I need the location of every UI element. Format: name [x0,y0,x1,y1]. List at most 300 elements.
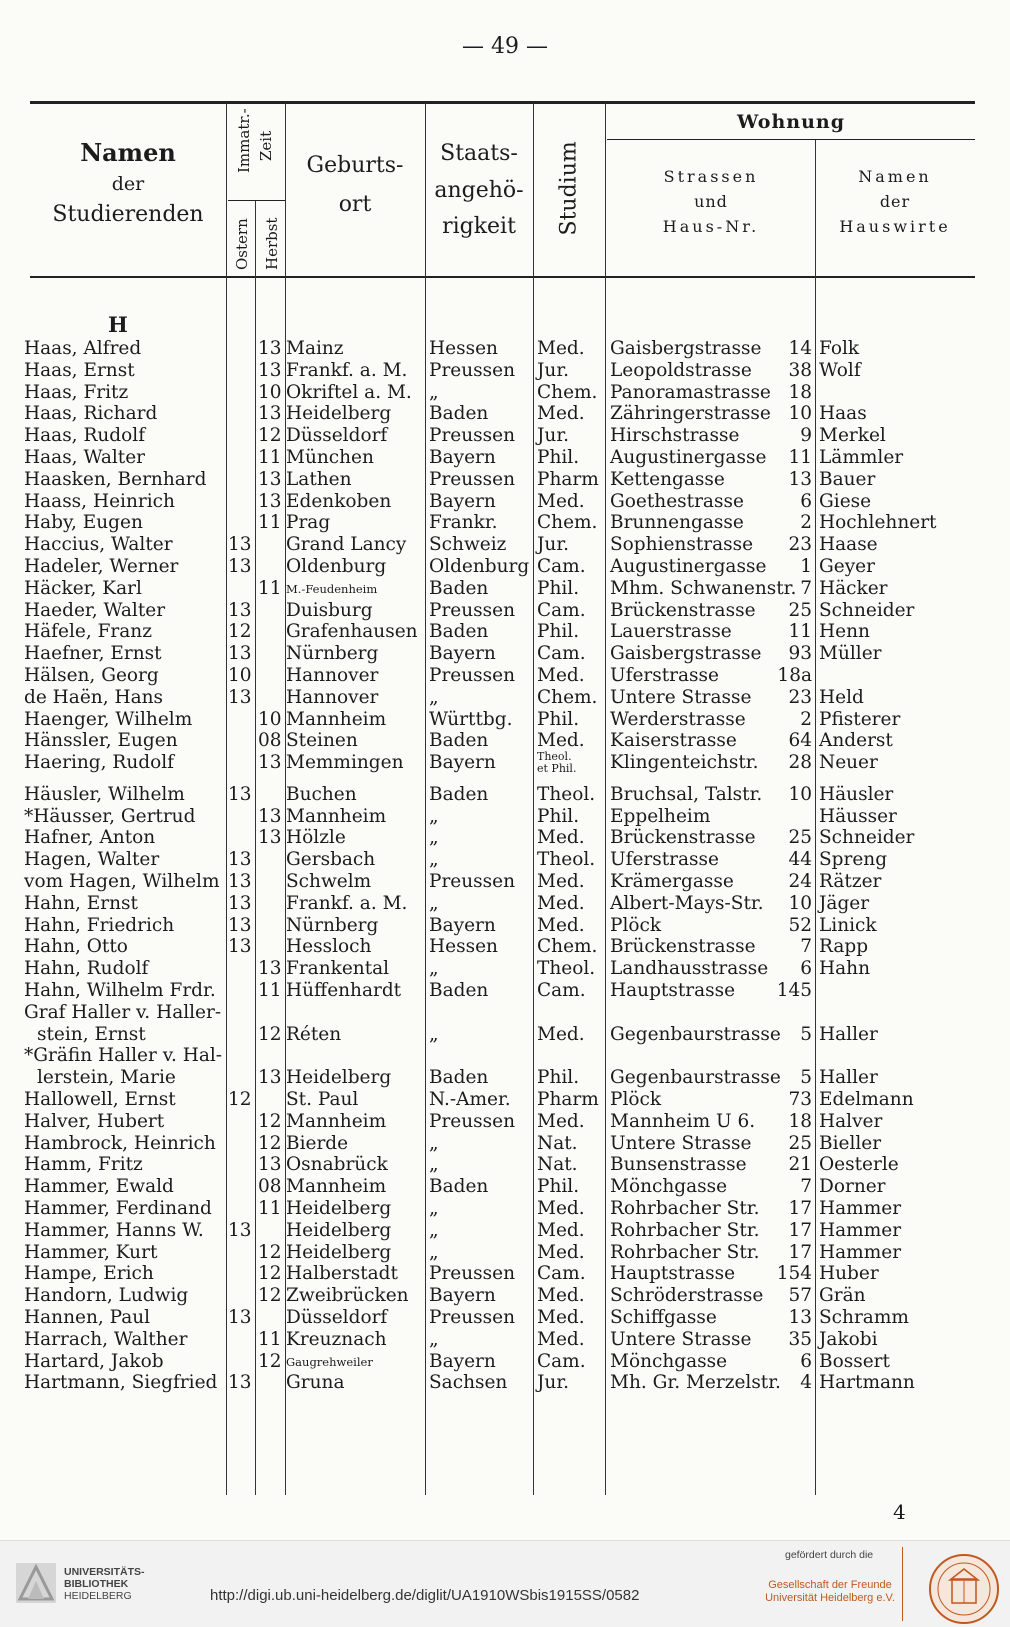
landlord-name: Anderst [819,730,893,752]
birthplace: Prag [286,512,331,534]
street-address: Gaisbergstrasse [610,643,762,665]
nationality: Baden [429,980,489,1001]
landlord-name: Rätzer [819,871,882,892]
study-subject: Theol. [537,783,596,805]
student-name: Halver, Hubert [24,1110,165,1132]
street-address: Leopoldstrasse [610,359,752,381]
nationality: Hessen [429,338,498,359]
ostern-year: 13 [228,643,252,665]
nationality: „ [429,849,439,871]
header-herbst: Herbst [263,217,281,270]
table-row [0,1154,1010,1176]
landlord-name: Giese [819,490,872,512]
nationality: Preussen [429,425,516,447]
table-row [0,1329,1010,1351]
ostern-year: 13 [228,892,252,914]
street-address: Sophienstrasse [610,534,754,556]
street-address: Mannheim U 6. [610,1110,756,1132]
landlord-name: Rapp [819,936,869,958]
herbst-year: 10 [258,708,282,730]
herbst-year: 13 [258,338,282,359]
table-row [0,1263,1010,1285]
landlord-name: Dorner [819,1176,886,1198]
landlord-name: Haas [819,403,867,425]
birthplace: Hüffenhardt [286,980,402,1001]
student-name: Haby, Eugen [24,512,143,534]
birthplace: Heidelberg [286,1198,392,1219]
study-subject: Chem. [537,512,598,534]
ostern-year: 13 [228,686,252,708]
house-number: 6 [800,490,812,512]
student-name: Hammer, Hanns W. [24,1219,204,1241]
student-name: Graf Haller v. Haller- [24,1001,222,1023]
student-name: Hagen, Walter [24,849,160,871]
header-studium: Studium [556,141,582,236]
birthplace: Nürnberg [286,643,379,665]
nationality: „ [429,381,439,403]
student-name: Hahn, Wilhelm Frdr. [24,980,216,1001]
house-number: 57 [788,1285,812,1307]
herbst-year: 12 [258,1023,282,1045]
table-row [0,893,1010,915]
sponsor-name [765,1579,895,1605]
student-name-continued: stein, Ernst [37,1023,146,1045]
birthplace: Frankf. a. M. [286,892,408,914]
nationality: Preussen [429,871,516,892]
student-name: Haas, Richard [24,403,158,425]
nationality: Bayern [429,447,496,468]
house-number: 18 [788,1110,812,1132]
herbst-year: 13 [258,403,282,425]
nationality: Preussen [429,359,516,381]
street-address: Brückenstrasse [610,827,756,849]
table-row [0,512,1010,534]
house-number: 18a [777,665,812,686]
study-subject: Cam. [537,1350,586,1372]
street-address: Kaiserstrasse [610,730,737,752]
birthplace: Grand Lancy [286,534,407,556]
landlord-name: Huber [819,1263,879,1285]
nationality: „ [429,1132,439,1154]
study-subject: Med. [537,1241,585,1263]
nationality: „ [429,1241,439,1263]
street-address: Bruchsal, Talstr. [610,783,763,805]
nationality: Preussen [429,665,516,686]
student-name: vom Hagen, Wilhelm [24,871,220,892]
table-row [0,447,1010,469]
house-number: 21 [788,1154,812,1176]
nationality: „ [429,1154,439,1176]
nationality: „ [429,1328,439,1350]
student-name: Handorn, Ludwig [24,1285,189,1307]
nationality: „ [429,1023,439,1045]
house-number: 1 [800,556,812,577]
header-geburtsort-1: Geburts- [306,153,404,178]
birthplace: M.-Feudenheim [286,581,378,596]
table-row [0,958,1010,980]
student-name: *Gräfin Haller v. Hal- [24,1045,223,1067]
table-row [0,1372,1010,1394]
house-number: 64 [788,730,812,752]
student-name: Hahn, Rudolf [24,958,149,980]
house-number: 44 [788,849,812,871]
birthplace: Okriftel a. M. [286,381,412,403]
landlord-name: Hochlehnert [819,512,937,534]
header-staat-2: angehö- [434,177,524,203]
house-number: 25 [788,1132,812,1154]
library-name-3: HEIDELBERG [64,1590,132,1602]
header-namen-studierenden: Studierenden [52,201,204,227]
birthplace: Memmingen [286,752,404,774]
herbst-year: 13 [258,359,282,381]
birthplace: Frankental [286,958,390,980]
header-wirte-3: Hauswirte [839,216,951,236]
ostern-year: 13 [228,556,252,577]
landlord-name: Linick [819,914,877,936]
landlord-name: Bossert [819,1350,890,1372]
study-subject: Theol. [537,849,596,871]
table-row [0,578,1010,600]
student-name: de Haën, Hans [24,686,164,708]
student-name: Hammer, Kurt [24,1241,158,1263]
herbst-year: 08 [258,1176,282,1198]
nationality: Preussen [429,1263,516,1285]
birthplace: Buchen [286,783,357,805]
student-name: Haeder, Walter [24,599,166,621]
nationality: Bayern [429,1285,496,1307]
landlord-name: Spreng [819,849,888,871]
nationality: Preussen [429,468,516,490]
house-number: 23 [788,686,812,708]
header-ostern: Ostern [233,218,251,270]
table-row [0,491,1010,513]
study-subject: Med. [537,403,585,425]
house-number: 2 [800,512,812,534]
header-staat [425,140,533,242]
student-name: Häusler, Wilhelm [24,783,185,805]
header-staat-1: Staats- [440,141,518,166]
nationality: Hessen [429,936,498,958]
study-subject: Med. [537,1285,585,1307]
street-address: Untere Strasse [610,686,752,708]
nationality: Baden [429,1067,489,1089]
herbst-year: 11 [258,980,282,1001]
study-subject: Med. [537,338,585,359]
header-immatr: Immatr.- [235,108,253,173]
house-number: 18 [788,381,812,403]
study-subject: Med. [537,892,585,914]
nationality: Baden [429,403,489,425]
study-subject: Pharm [537,1089,599,1110]
header-strassen-3: Haus-Nr. [662,216,760,236]
nationality: Frankr. [429,512,498,534]
study-subject: Cam. [537,980,586,1001]
birthplace: Grafenhausen [286,621,418,643]
herbst-year: 12 [258,1241,282,1263]
house-number: 6 [800,958,812,980]
study-subject: Med. [537,914,585,936]
nationality: „ [429,958,439,980]
landlord-name: Haller [819,1067,878,1089]
house-number: 17 [788,1219,812,1241]
study-subject: Phil. [537,577,580,599]
student-name: Hänssler, Eugen [24,730,178,752]
study-subject: Chem. [537,686,598,708]
ostern-year: 13 [228,871,252,892]
house-number: 6 [800,1350,812,1372]
house-number: 13 [788,1307,812,1328]
nationality: Schweiz [429,534,507,556]
house-number: 17 [788,1198,812,1219]
student-name: Hamm, Fritz [24,1154,143,1176]
table-row [0,1307,1010,1329]
street-address: Mönchgasse [610,1350,728,1372]
landlord-name: Folk [819,338,860,359]
herbst-year: 12 [258,1132,282,1154]
study-subject: Cam. [537,643,586,665]
table-row [0,469,1010,491]
wohnung-rule [607,139,975,140]
house-number: 93 [788,643,812,665]
house-number: 73 [788,1089,812,1110]
library-name [64,1566,145,1602]
university-seal-icon [928,1553,1000,1625]
study-subject: Jur. [537,425,570,447]
nationality: Baden [429,783,489,805]
herbst-year: 11 [258,577,282,599]
student-name: Hafner, Anton [24,827,156,849]
herbst-year: 12 [258,425,282,447]
table-row [0,730,1010,752]
landlord-name: Edelmann [819,1089,914,1110]
landlord-name: Hammer [819,1241,902,1263]
table-row [0,643,1010,665]
table-row [0,980,1010,1002]
herbst-year: 11 [258,1328,282,1350]
birthplace: Mannheim [286,805,387,827]
nationality: Preussen [429,1110,516,1132]
header-staat-3: rigkeit [442,214,516,240]
table-row [0,1242,1010,1264]
table-row [0,1351,1010,1373]
herbst-year: 13 [258,805,282,827]
landlord-name: Jakobi [819,1328,878,1350]
house-number: 7 [800,1176,812,1198]
street-address: Werderstrasse [610,708,746,730]
street-address: Rohrbacher Str. [610,1219,760,1241]
table-row [0,915,1010,937]
nationality: Preussen [429,599,516,621]
landlord-name: Henn [819,621,870,643]
landlord-name: Schramm [819,1307,909,1328]
birthplace: München [286,447,374,468]
ostern-year: 13 [228,783,252,805]
header-bottom-rule [30,276,975,278]
table-row [0,1176,1010,1198]
landlord-name: Lämmler [819,447,904,468]
landlord-name: Hammer [819,1198,902,1219]
street-address: Brückenstrasse [610,936,756,958]
street-address: Mönchgasse [610,1176,728,1198]
birthplace: Duisburg [286,599,373,621]
table-row [0,338,1010,360]
street-address: Schiffgasse [610,1307,717,1328]
house-number: 10 [788,783,812,805]
table-row [0,1001,1010,1046]
house-number: 11 [788,447,812,468]
street-address: Plöck [610,914,662,936]
landlord-name: Halver [819,1110,883,1132]
student-name: Haass, Heinrich [24,490,175,512]
street-address: Gegenbaurstrasse [610,1023,781,1045]
landlord-name: Häusler [819,783,894,805]
section-letter: H [108,312,128,337]
top-rule [30,101,975,104]
student-name: Hahn, Ernst [24,892,138,914]
student-name: Haas, Ernst [24,359,135,381]
nationality: „ [429,827,439,849]
table-row [0,425,1010,447]
birthplace: Frankf. a. M. [286,359,408,381]
ostern-year: 13 [228,534,252,556]
footer-bar [0,1540,1010,1627]
street-address: Mhm. Schwanenstr. [610,577,797,599]
ostern-year: 13 [228,1219,252,1241]
study-subject: Pharm [537,468,599,490]
table-row [0,1045,1010,1089]
table-row [0,382,1010,404]
street-address: Plöck [610,1089,662,1110]
nationality: „ [429,1219,439,1241]
table-row [0,556,1010,578]
ostern-year: 13 [228,1372,252,1394]
house-number: 145 [776,980,812,1001]
birthplace: Düsseldorf [286,1307,388,1328]
study-subject: Jur. [537,534,570,556]
birthplace: Edenkoben [286,490,392,512]
study-subject: Med. [537,1110,585,1132]
student-name: Häcker, Karl [24,577,142,599]
house-number: 17 [788,1241,812,1263]
landlord-name: Grän [819,1285,866,1307]
table-row [0,827,1010,849]
street-address: Krämergasse [610,871,734,892]
birthplace: Gruna [286,1372,345,1394]
library-logo-icon [16,1563,56,1603]
birthplace: Osnabrück [286,1154,388,1176]
nationality: Baden [429,1176,489,1198]
landlord-name: Bieller [819,1132,882,1154]
herbst-year: 13 [258,827,282,849]
birthplace: Düsseldorf [286,425,388,447]
house-number: 13 [788,468,812,490]
student-name: Haas, Walter [24,447,146,468]
birthplace: Bierde [286,1132,349,1154]
table-row [0,665,1010,687]
sponsor-name-2: Universität Heidelberg e.V. [765,1592,895,1604]
student-name: Häfele, Franz [24,621,152,643]
landlord-name: Haller [819,1023,878,1045]
header-namen [30,137,226,229]
student-name-continued: lerstein, Marie [37,1067,176,1089]
birthplace: Kreuznach [286,1328,387,1350]
header-wohnung: Wohnung [736,111,845,133]
herbst-year: 10 [258,381,282,403]
birthplace: Mainz [286,338,344,359]
study-subject: Cam. [537,1263,586,1285]
sponsor-name-1: Gesellschaft der Freunde [768,1579,892,1591]
student-name: Hälsen, Georg [24,665,159,686]
birthplace: Lathen [286,468,352,490]
house-number: 24 [788,871,812,892]
student-name: Hallowell, Ernst [24,1089,176,1110]
source-url-link[interactable]: http://digi.ub.uni-heidelberg.de/diglit/UA1910WSbis1915SS/0582 [210,1587,640,1604]
nationality: Preussen [429,1307,516,1328]
table-row [0,709,1010,731]
table-row [0,534,1010,556]
study-subject: Med. [537,1198,585,1219]
study-subject: Chem. [537,381,598,403]
table-row [0,849,1010,871]
header-geburtsort [285,152,425,219]
table-row [0,600,1010,622]
landlord-name: Hartmann [819,1372,915,1394]
birthplace: Réten [286,1023,342,1045]
sheet-number: 4 [893,1500,906,1524]
immatr-rule [228,200,285,201]
study-subject: Cam. [537,599,586,621]
birthplace: Heidelberg [286,1219,392,1241]
study-subject: Med. [537,871,585,892]
header-hauswirte [815,167,975,237]
street-address: Klingenteichstr. [610,752,759,774]
nationality: Baden [429,730,489,752]
landlord-name: Müller [819,643,882,665]
landlord-name: Häcker [819,577,888,599]
herbst-year: 11 [258,512,282,534]
herbst-year: 08 [258,730,282,752]
street-address: Bunsenstrasse [610,1154,747,1176]
header-strassen-1: Strassen [663,167,759,186]
landlord-name: Haase [819,534,878,556]
study-subject: Med. [537,1307,585,1328]
nationality: Baden [429,577,489,599]
study-subject: Theol. [537,958,596,980]
street-address: Augustinergasse [610,447,767,468]
herbst-year: 13 [258,1067,282,1089]
herbst-year: 12 [258,1350,282,1372]
birthplace: Mannheim [286,1110,387,1132]
landlord-name: Hahn [819,958,870,980]
study-subject: Med. [537,1219,585,1241]
birthplace: Zweibrücken [286,1285,409,1307]
study-subject: Nat. [537,1132,578,1154]
birthplace: Heidelberg [286,403,392,425]
study-subject: Jur. [537,359,570,381]
header-strassen-2: und [694,191,728,211]
birthplace: Mannheim [286,708,387,730]
ostern-year: 13 [228,1307,252,1328]
birthplace: Nürnberg [286,914,379,936]
table-row [0,1220,1010,1242]
ostern-year: 12 [228,1089,252,1110]
street-address: Goethestrasse [610,490,744,512]
sponsor-caption: gefördert durch die [785,1549,874,1561]
house-number: 38 [788,359,812,381]
street-address: Gaisbergstrasse [610,338,762,359]
herbst-year: 13 [258,958,282,980]
house-number: 7 [800,936,812,958]
